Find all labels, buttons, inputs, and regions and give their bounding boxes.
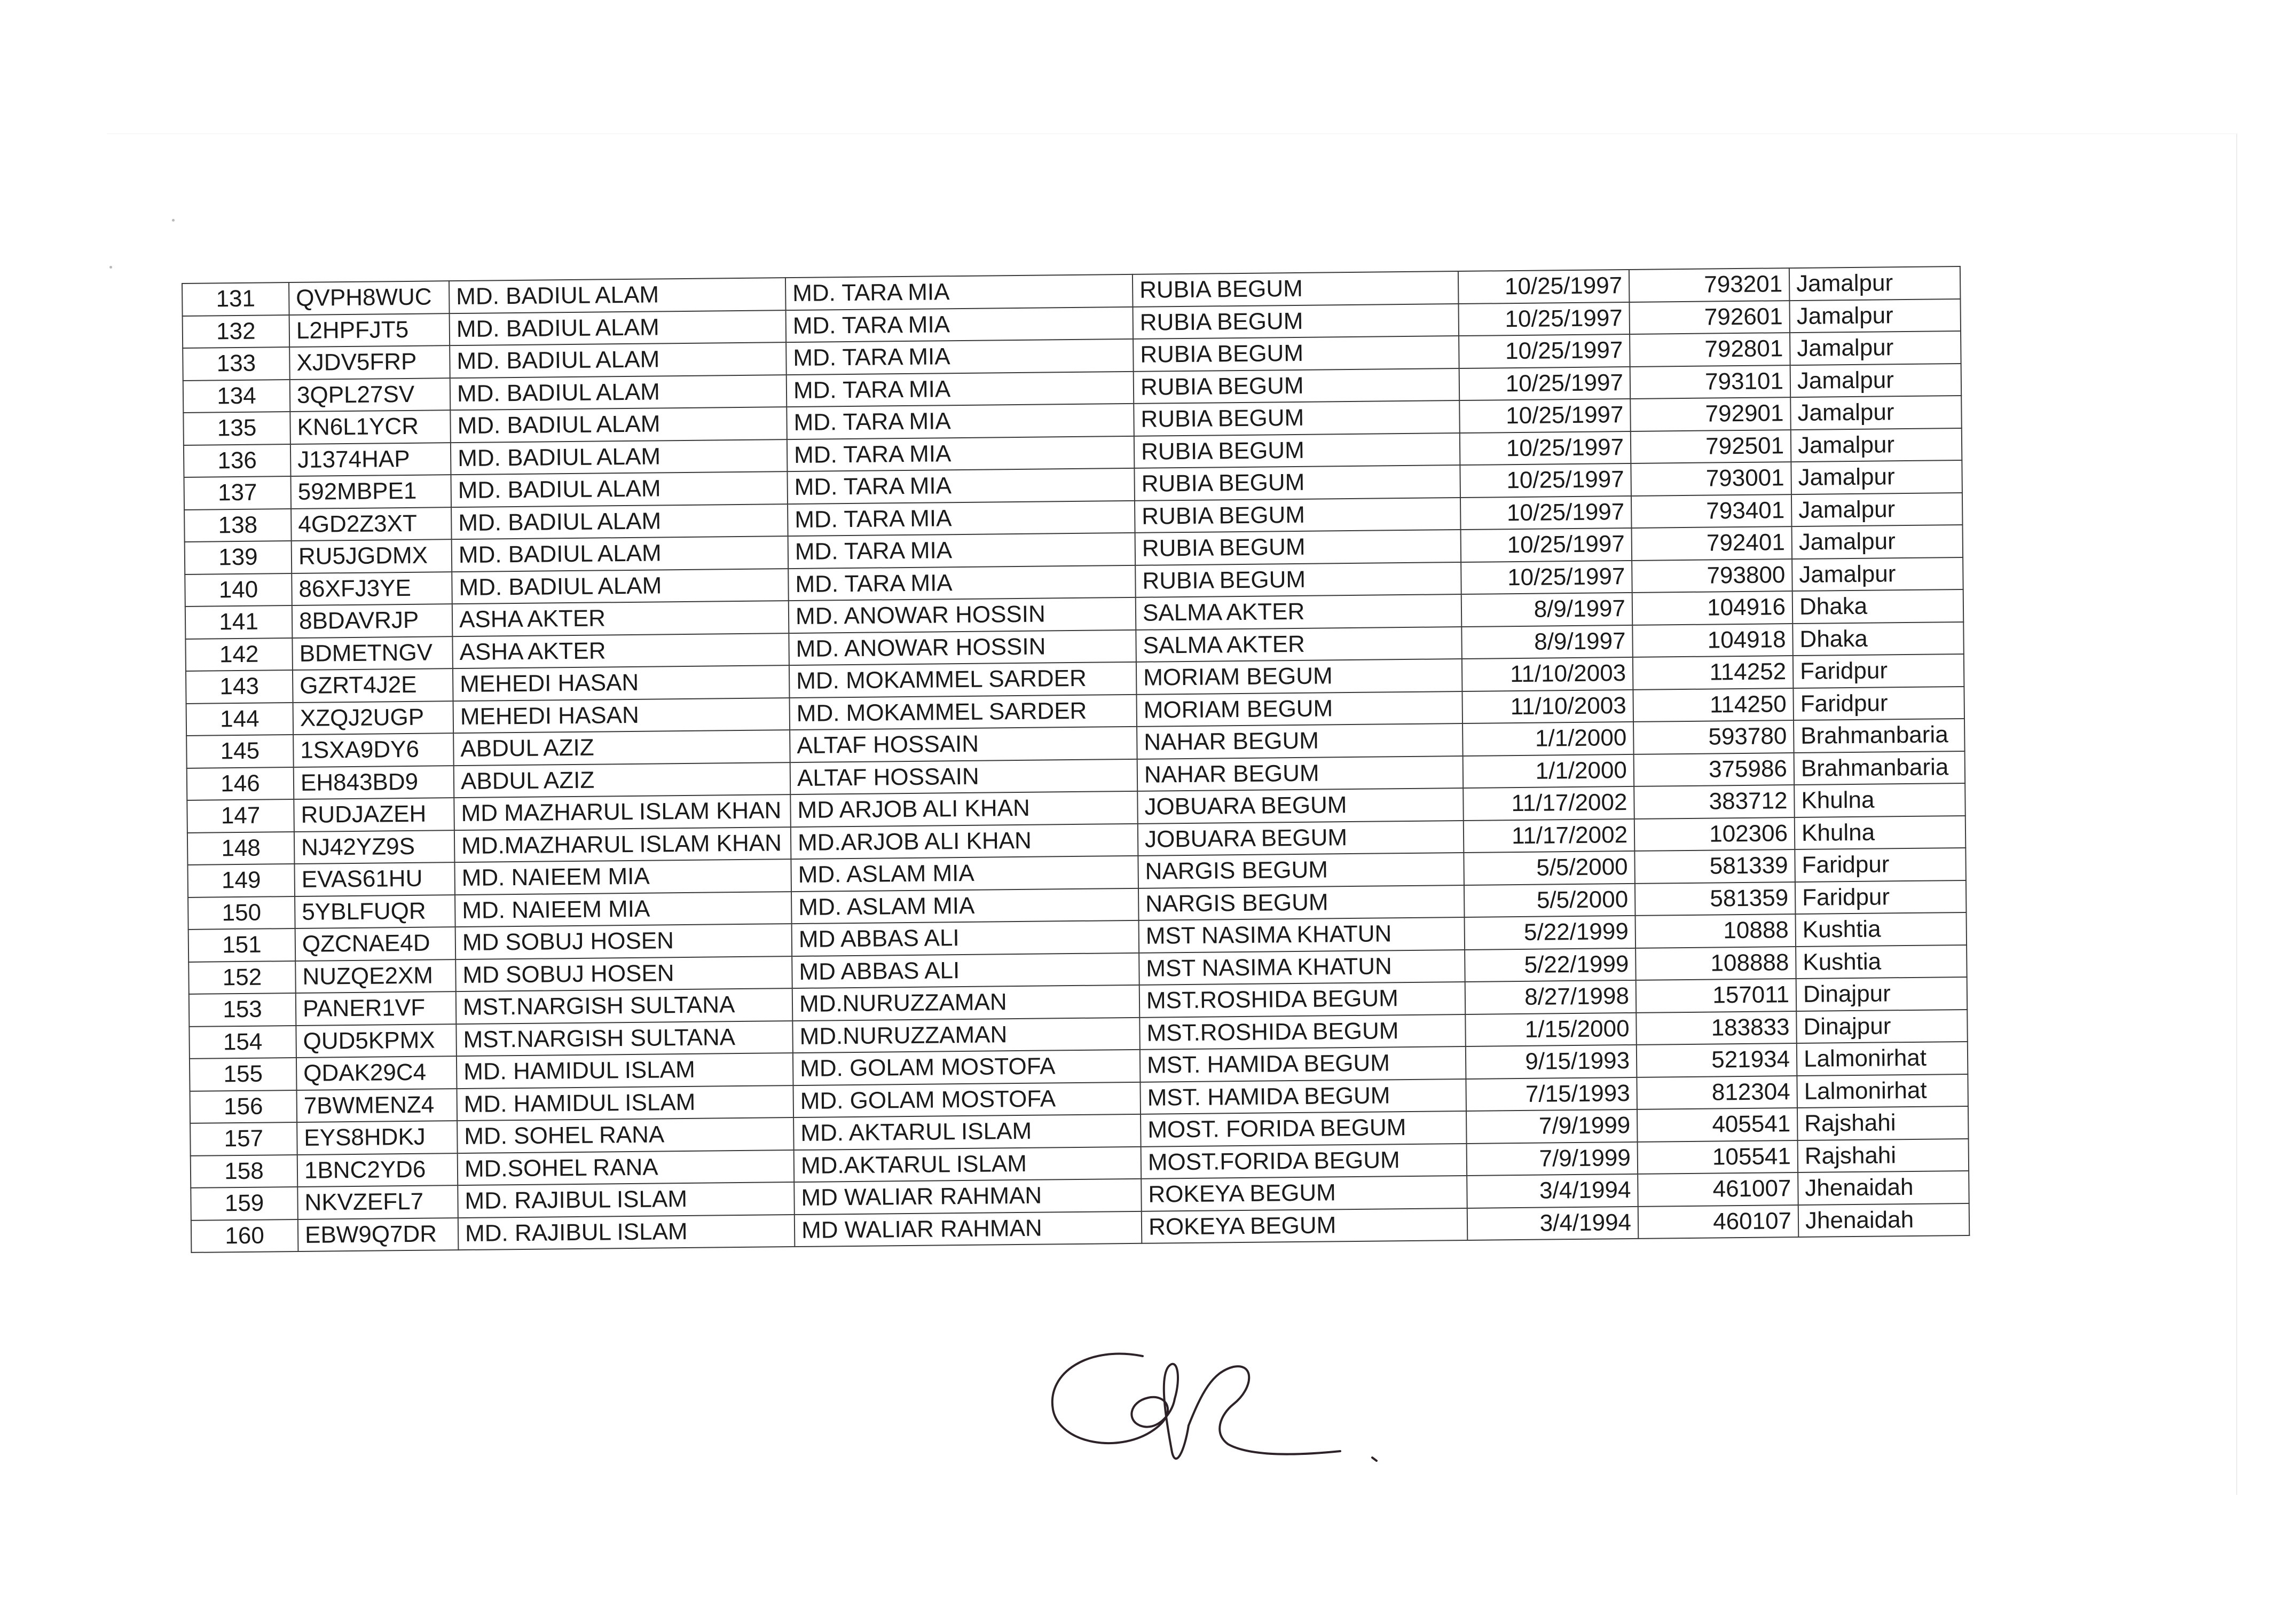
cell-mother-name: MST NASIMA KHATUN [1139, 949, 1465, 985]
cell-father-name: MD. ANOWAR HOSSIN [789, 597, 1136, 633]
cell-code: EVAS61HU [294, 862, 455, 896]
cell-district: Dhaka [1792, 621, 1964, 656]
cell-date-of-birth: 10/25/1997 [1458, 302, 1630, 336]
cell-code: 5YBLFUQR [295, 895, 455, 928]
cell-serial: 139 [185, 541, 292, 574]
cell-district: Faridpur [1795, 848, 1966, 882]
cell-code: PANER1VF [296, 991, 457, 1025]
cell-date-of-birth: 10/25/1997 [1458, 270, 1630, 304]
cell-serial: 160 [191, 1219, 298, 1252]
cell-number: 793101 [1630, 365, 1791, 399]
cell-date-of-birth: 5/5/2000 [1464, 851, 1635, 885]
cell-code: RU5JGDMX [292, 539, 452, 573]
cell-district: Dhaka [1792, 589, 1964, 624]
cell-mother-name: RUBIA BEGUM [1134, 433, 1460, 468]
cell-name: MEHEDI HASAN [453, 665, 790, 701]
cell-mother-name: RUBIA BEGUM [1133, 336, 1459, 371]
cell-code: 7BWMENZ4 [297, 1089, 458, 1122]
cell-district: Jamalpur [1790, 331, 1961, 365]
cell-father-name: MD. TARA MIA [787, 404, 1134, 439]
cell-date-of-birth: 10/25/1997 [1461, 560, 1632, 594]
cell-number: 593780 [1633, 720, 1794, 754]
cell-serial: 154 [189, 1026, 296, 1059]
cell-father-name: MD.AKTARUL ISLAM [794, 1146, 1142, 1182]
cell-name: MD. BADIUL ALAM [451, 439, 788, 475]
cell-date-of-birth: 11/17/2002 [1464, 818, 1635, 853]
cell-father-name: MD ABBAS ALI [792, 920, 1139, 956]
cell-serial: 157 [190, 1122, 297, 1155]
cell-serial: 147 [187, 799, 294, 832]
cell-mother-name: RUBIA BEGUM [1133, 304, 1459, 339]
cell-number: 104916 [1632, 591, 1793, 625]
cell-name: MD MAZHARUL ISLAM KHAN [454, 794, 791, 830]
cell-mother-name: MORIAM BEGUM [1136, 691, 1462, 727]
cell-name: MD. NAIEEM MIA [455, 892, 792, 927]
cell-serial: 136 [184, 444, 291, 477]
cell-date-of-birth: 5/5/2000 [1464, 883, 1635, 917]
cell-father-name: MD. TARA MIA [787, 436, 1135, 471]
cell-date-of-birth: 1/1/2000 [1463, 754, 1634, 788]
cell-code: NKVZEFL7 [297, 1185, 458, 1219]
cell-district: Faridpur [1793, 686, 1964, 720]
cell-code: NJ42YZ9S [294, 830, 455, 864]
cell-mother-name: RUBIA BEGUM [1135, 498, 1461, 533]
cell-serial: 156 [190, 1090, 297, 1123]
cell-serial: 132 [183, 315, 290, 348]
cell-name: MST.NARGISH SULTANA [456, 988, 793, 1024]
cell-date-of-birth: 1/1/2000 [1462, 722, 1634, 756]
cell-mother-name: JOBUARA BEGUM [1138, 821, 1464, 856]
cell-code: 1BNC2YD6 [297, 1153, 458, 1187]
cell-number: 793800 [1632, 559, 1792, 593]
cell-father-name: MD. ASLAM MIA [791, 856, 1138, 892]
cell-mother-name: MORIAM BEGUM [1136, 659, 1462, 694]
cell-date-of-birth: 10/25/1997 [1459, 366, 1631, 400]
cell-serial: 155 [190, 1058, 297, 1091]
cell-district: Rajshahi [1797, 1106, 1969, 1140]
cell-number: 157011 [1636, 979, 1797, 1012]
cell-mother-name: JOBUARA BEGUM [1137, 788, 1464, 823]
cell-father-name: MD.NURUZZAMAN [792, 985, 1140, 1021]
cell-code: XJDV5FRP [289, 345, 450, 379]
cell-date-of-birth: 7/9/1999 [1467, 1141, 1638, 1176]
cell-code: EH843BD9 [294, 766, 454, 799]
cell-serial: 140 [185, 573, 292, 607]
cell-father-name: MD.NURUZZAMAN [792, 1017, 1140, 1053]
cell-father-name: MD. MOKAMMEL SARDER [789, 662, 1137, 698]
cell-serial: 135 [183, 412, 290, 445]
cell-father-name: MD. TARA MIA [785, 274, 1133, 310]
cell-name: MD SOBUJ HOSEN [455, 956, 792, 992]
cell-number: 581359 [1635, 882, 1796, 916]
cell-code: BDMETNGV [292, 636, 453, 670]
cell-mother-name: ROKEYA BEGUM [1142, 1208, 1468, 1243]
cell-date-of-birth: 9/15/1993 [1466, 1045, 1637, 1079]
cell-name: ASHA AKTER [452, 601, 789, 636]
cell-mother-name: MST. HAMIDA BEGUM [1140, 1046, 1466, 1082]
cell-father-name: MD. ASLAM MIA [791, 888, 1139, 924]
cell-code: NUZQE2XM [295, 959, 456, 993]
cell-district: Lalmonirhat [1797, 1042, 1968, 1076]
cell-date-of-birth: 1/15/2000 [1465, 1012, 1637, 1046]
cell-number: 792901 [1630, 397, 1791, 431]
cell-number: 114250 [1633, 688, 1794, 722]
cell-serial: 152 [188, 961, 296, 994]
cell-father-name: MD. TARA MIA [788, 500, 1135, 536]
handwritten-signature [1041, 1335, 1394, 1474]
cell-district: Jamalpur [1791, 428, 1962, 462]
cell-date-of-birth: 10/25/1997 [1460, 431, 1631, 465]
cell-district: Brahmanbaria [1794, 751, 1965, 785]
cell-district: Brahmanbaria [1794, 719, 1965, 753]
cell-number: 108888 [1635, 947, 1796, 980]
cell-mother-name: RUBIA BEGUM [1135, 562, 1461, 597]
cell-code: J1374HAP [290, 443, 451, 476]
cell-district: Jamalpur [1790, 396, 1962, 430]
cell-father-name: MD. TARA MIA [788, 533, 1136, 569]
cell-date-of-birth: 8/27/1998 [1465, 980, 1637, 1014]
cell-name: MST.NARGISH SULTANA [456, 1021, 793, 1057]
cell-number: 793001 [1631, 462, 1791, 495]
records-table-wrapper [182, 266, 1969, 1253]
cell-serial: 150 [188, 896, 295, 930]
cell-serial: 142 [185, 638, 293, 671]
cell-date-of-birth: 8/9/1997 [1461, 593, 1633, 627]
cell-district: Dinajpur [1796, 977, 1968, 1011]
cell-name: ABDUL AZIZ [454, 762, 791, 798]
cell-number: 581339 [1634, 849, 1795, 883]
cell-code: KN6L1YCR [290, 410, 451, 444]
cell-father-name: MD. MOKAMMEL SARDER [790, 694, 1137, 730]
cell-name: MD. RAJIBUL ISLAM [458, 1182, 795, 1218]
cell-name: MD. BADIUL ALAM [451, 504, 788, 540]
cell-number: 792501 [1631, 430, 1791, 463]
cell-district: Faridpur [1795, 880, 1967, 914]
cell-date-of-birth: 8/9/1997 [1461, 625, 1633, 659]
cell-name: MD. BADIUL ALAM [452, 569, 789, 604]
cell-father-name: MD. TARA MIA [786, 306, 1134, 342]
cell-serial: 145 [186, 735, 294, 768]
cell-name: MD. BADIUL ALAM [450, 407, 787, 443]
cell-mother-name: MST.ROSHIDA BEGUM [1139, 1014, 1466, 1049]
cell-code: QVPH8WUC [289, 281, 450, 314]
cell-code: GZRT4J2E [293, 668, 453, 702]
cell-number: 102306 [1634, 817, 1795, 851]
cell-district: Jamalpur [1792, 557, 1963, 592]
cell-number: 460107 [1638, 1205, 1799, 1239]
cell-father-name: ALTAF HOSSAIN [790, 759, 1138, 794]
cell-code: L2HPFJT5 [289, 313, 450, 347]
cell-father-name: MD. TARA MIA [787, 468, 1135, 504]
cell-number: 405541 [1637, 1108, 1798, 1141]
cell-number: 104918 [1632, 624, 1793, 657]
cell-number: 105541 [1638, 1140, 1798, 1174]
cell-father-name: MD. TARA MIA [787, 371, 1134, 407]
cell-number: 375986 [1634, 753, 1795, 786]
cell-date-of-birth: 5/22/1999 [1465, 948, 1636, 982]
cell-code: 86XFJ3YE [292, 572, 452, 605]
cell-district: Dinajpur [1796, 1009, 1968, 1043]
cell-district: Jamalpur [1789, 299, 1961, 333]
cell-number: 792801 [1630, 333, 1790, 366]
cell-father-name: MD WALIAR RAHMAN [794, 1179, 1142, 1215]
cell-serial: 141 [185, 605, 293, 639]
cell-name: ASHA AKTER [452, 633, 789, 669]
cell-name: MD. BADIUL ALAM [450, 342, 787, 378]
cell-mother-name: SALMA AKTER [1136, 594, 1462, 629]
cell-name: MD. BADIUL ALAM [451, 471, 788, 507]
cell-code: 4GD2Z3XT [291, 507, 452, 541]
cell-serial: 137 [184, 476, 291, 509]
cell-mother-name: MST NASIMA KHATUN [1139, 917, 1465, 952]
cell-mother-name: RUBIA BEGUM [1135, 530, 1461, 565]
cell-district: Jhenaidah [1798, 1171, 1969, 1205]
cell-district: Jhenaidah [1798, 1203, 1970, 1237]
cell-name: MD. RAJIBUL ISLAM [458, 1215, 795, 1250]
cell-serial: 149 [187, 864, 295, 897]
cell-number: 183833 [1636, 1011, 1797, 1045]
cell-district: Faridpur [1793, 654, 1964, 688]
cell-serial: 158 [191, 1154, 298, 1187]
cell-father-name: MD. ANOWAR HOSSIN [789, 629, 1136, 665]
cell-name: MD. BADIUL ALAM [450, 310, 787, 346]
cell-date-of-birth: 7/9/1999 [1466, 1109, 1638, 1144]
cell-date-of-birth: 5/22/1999 [1465, 916, 1636, 950]
cell-district: Lalmonirhat [1797, 1074, 1968, 1108]
cell-number: 461007 [1638, 1172, 1798, 1206]
cell-serial: 153 [189, 993, 296, 1026]
cell-name: MD. HAMIDUL ISLAM [457, 1053, 793, 1089]
cell-code: EYS8HDKJ [297, 1121, 458, 1154]
cell-mother-name: MOST.FORIDA BEGUM [1141, 1143, 1467, 1178]
cell-name: MD. BADIUL ALAM [449, 278, 786, 313]
cell-name: MD. SOHEL RANA [457, 1117, 794, 1153]
cell-number: 793201 [1629, 268, 1790, 302]
cell-name: MD. NAIEEM MIA [454, 859, 791, 895]
cell-name: MD.MAZHARUL ISLAM KHAN [454, 827, 791, 863]
cell-district: Jamalpur [1792, 525, 1963, 559]
cell-code: 8BDAVRJP [292, 604, 453, 637]
cell-date-of-birth: 11/10/2003 [1462, 657, 1633, 691]
cell-mother-name: NARGIS BEGUM [1138, 885, 1465, 920]
records-table [182, 266, 1970, 1253]
records-table-body [182, 266, 1969, 1253]
cell-serial: 144 [186, 703, 294, 736]
cell-code: RUDJAZEH [294, 798, 454, 831]
cell-father-name: MD ABBAS ALI [792, 952, 1139, 988]
cell-father-name: MD ARJOB ALI KHAN [790, 791, 1138, 827]
cell-mother-name: RUBIA BEGUM [1133, 271, 1459, 306]
cell-date-of-birth: 10/25/1997 [1460, 495, 1632, 530]
cell-serial: 134 [183, 380, 290, 413]
cell-name: MD. BADIUL ALAM [452, 536, 789, 572]
cell-date-of-birth: 11/10/2003 [1462, 689, 1633, 723]
cell-date-of-birth: 10/25/1997 [1459, 334, 1630, 368]
cell-name: MD.SOHEL RANA [458, 1150, 795, 1186]
cell-serial: 146 [187, 767, 294, 800]
cell-district: Jamalpur [1791, 460, 1962, 494]
cell-father-name: MD. TARA MIA [788, 565, 1136, 601]
cell-mother-name: MST. HAMIDA BEGUM [1140, 1078, 1466, 1114]
cell-father-name: MD. GOLAM MOSTOFA [793, 1050, 1141, 1085]
cell-number: 792401 [1632, 526, 1792, 560]
cell-father-name: ALTAF HOSSAIN [790, 727, 1137, 762]
cell-district: Kushtia [1795, 912, 1967, 947]
cell-mother-name: MST.ROSHIDA BEGUM [1139, 982, 1466, 1017]
cell-father-name: MD. GOLAM MOSTOFA [793, 1082, 1141, 1117]
cell-mother-name: RUBIA BEGUM [1134, 400, 1460, 436]
cell-mother-name: ROKEYA BEGUM [1141, 1176, 1467, 1211]
cell-mother-name: RUBIA BEGUM [1134, 465, 1460, 500]
cell-father-name: MD. TARA MIA [786, 339, 1134, 375]
cell-date-of-birth: 10/25/1997 [1460, 463, 1631, 498]
cell-code: QUD5KPMX [296, 1024, 457, 1058]
scan-speck [109, 266, 112, 269]
cell-code: 592MBPE1 [290, 475, 451, 508]
cell-number: 793401 [1631, 494, 1792, 528]
cell-name: MD. HAMIDUL ISLAM [457, 1085, 794, 1121]
cell-father-name: MD WALIAR RAHMAN [795, 1211, 1142, 1247]
cell-code: QDAK29C4 [296, 1056, 457, 1090]
cell-serial: 133 [183, 347, 290, 380]
scan-speck [172, 219, 175, 222]
cell-district: Jamalpur [1790, 364, 1962, 398]
cell-serial: 138 [184, 509, 292, 542]
cell-name: MD SOBUJ HOSEN [455, 924, 792, 959]
cell-serial: 143 [186, 670, 293, 703]
cell-code: 3QPL27SV [290, 378, 451, 412]
cell-number: 812304 [1637, 1076, 1797, 1109]
cell-father-name: MD.ARJOB ALI KHAN [791, 823, 1138, 859]
cell-code: XZQJ2UGP [293, 701, 454, 735]
cell-district: Jamalpur [1789, 266, 1961, 301]
cell-date-of-birth: 3/4/1994 [1467, 1206, 1639, 1240]
cell-name: ABDUL AZIZ [453, 730, 790, 766]
cell-district: Khulna [1795, 815, 1966, 849]
cell-date-of-birth: 10/25/1997 [1461, 528, 1632, 562]
cell-mother-name: NARGIS BEGUM [1138, 853, 1464, 888]
cell-serial: 131 [182, 282, 289, 316]
cell-date-of-birth: 11/17/2002 [1463, 786, 1634, 821]
cell-code: EBW9Q7DR [298, 1218, 459, 1251]
cell-date-of-birth: 7/15/1993 [1466, 1077, 1637, 1111]
cell-number: 521934 [1637, 1043, 1797, 1077]
cell-mother-name: NAHAR BEGUM [1137, 723, 1463, 759]
cell-name: MD. BADIUL ALAM [450, 375, 787, 411]
cell-number: 792601 [1629, 301, 1790, 334]
cell-mother-name: RUBIA BEGUM [1134, 368, 1460, 404]
cell-district: Khulna [1794, 783, 1965, 817]
cell-serial: 148 [187, 832, 295, 865]
cell-name: MEHEDI HASAN [453, 698, 790, 734]
cell-mother-name: SALMA AKTER [1136, 627, 1462, 662]
cell-serial: 151 [188, 928, 296, 962]
cell-code: 1SXA9DY6 [293, 733, 454, 767]
cell-mother-name: NAHAR BEGUM [1137, 756, 1464, 791]
cell-number: 383712 [1634, 785, 1795, 818]
cell-date-of-birth: 10/25/1997 [1459, 399, 1631, 433]
cell-number: 114252 [1633, 656, 1794, 689]
cell-date-of-birth: 3/4/1994 [1467, 1174, 1638, 1208]
cell-district: Jamalpur [1791, 493, 1963, 527]
cell-district: Kushtia [1796, 944, 1967, 979]
cell-district: Rajshahi [1798, 1138, 1969, 1172]
cell-mother-name: MOST. FORIDA BEGUM [1141, 1111, 1467, 1146]
cell-father-name: MD. AKTARUL ISLAM [793, 1114, 1141, 1150]
cell-code: QZCNAE4D [295, 927, 456, 960]
cell-serial: 159 [191, 1187, 298, 1220]
cell-number: 10888 [1635, 914, 1796, 948]
